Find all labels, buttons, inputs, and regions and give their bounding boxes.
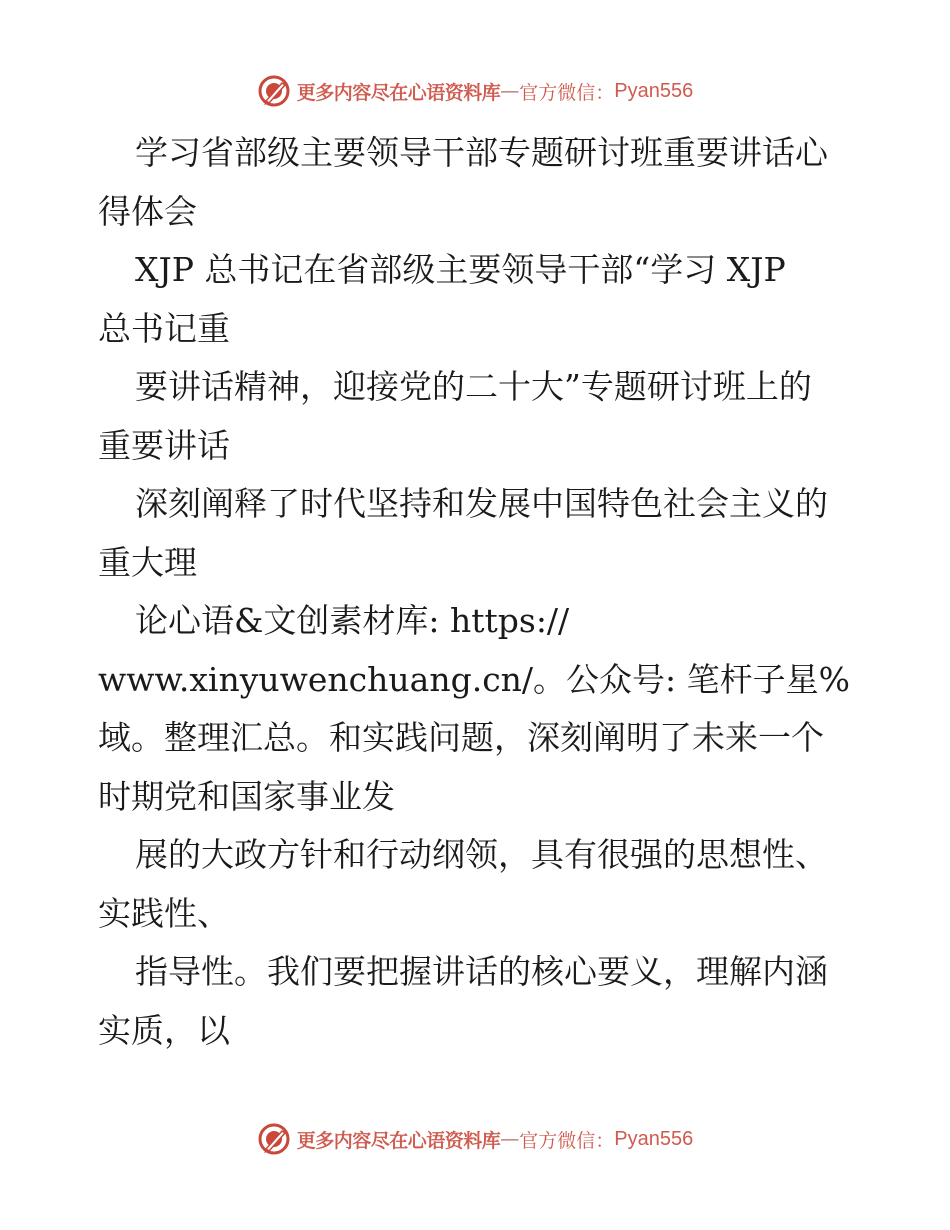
document-body bbox=[98, 124, 858, 1060]
text-line: 得体会 bbox=[98, 191, 197, 231]
text-line: 要讲话精神，迎接党的二十大”专题研讨班上的 bbox=[135, 367, 812, 406]
banner-wechat-label: 官方微信： bbox=[519, 81, 615, 104]
text-line: 重要讲话 bbox=[98, 425, 230, 465]
text-line: 深刻阐释了时代坚持和发展中国特色社会主义的 bbox=[135, 484, 828, 523]
text-line: 论心语&文创素材库: https:// bbox=[135, 601, 570, 640]
banner-main-text: 更多内容尽在心语资料库 bbox=[296, 1129, 501, 1152]
banner-separator: — bbox=[500, 80, 520, 102]
text-line: 实践性、 bbox=[98, 893, 230, 933]
text-line: 重大理 bbox=[98, 542, 197, 582]
footer-banner bbox=[0, 1119, 950, 1159]
text-line: 时期党和国家事业发 bbox=[98, 776, 395, 816]
banner-wechat-label: 官方微信： bbox=[519, 1129, 615, 1152]
text-line: 学习省部级主要领导干部专题研讨班重要讲话心 bbox=[135, 133, 828, 172]
text-line: 指导性。我们要把握讲话的核心要义，理解内涵 bbox=[135, 952, 828, 991]
text-line: 实质，以 bbox=[98, 1010, 230, 1050]
banner-separator: — bbox=[500, 1128, 520, 1150]
text-line: XJP 总书记在省部级主要领导干部“学习 XJP bbox=[135, 250, 786, 289]
pen-logo-icon bbox=[257, 1122, 291, 1156]
text-line: 展的大政方针和行动纲领，具有很强的思想性、 bbox=[135, 835, 828, 874]
pen-logo-icon bbox=[257, 74, 291, 108]
text-line: 总书记重 bbox=[98, 308, 230, 348]
banner-main-text: 更多内容尽在心语资料库 bbox=[296, 81, 501, 104]
text-line: www.xinyuwenchuang.cn/。公众号: 笔杆子星% bbox=[98, 659, 851, 699]
banner-wechat-id: Pyan556 bbox=[614, 1127, 694, 1150]
text-line: 域。整理汇总。和实践问题，深刻阐明了未来一个 bbox=[98, 718, 824, 757]
banner-wechat-id: Pyan556 bbox=[614, 79, 694, 102]
header-banner bbox=[0, 71, 950, 111]
